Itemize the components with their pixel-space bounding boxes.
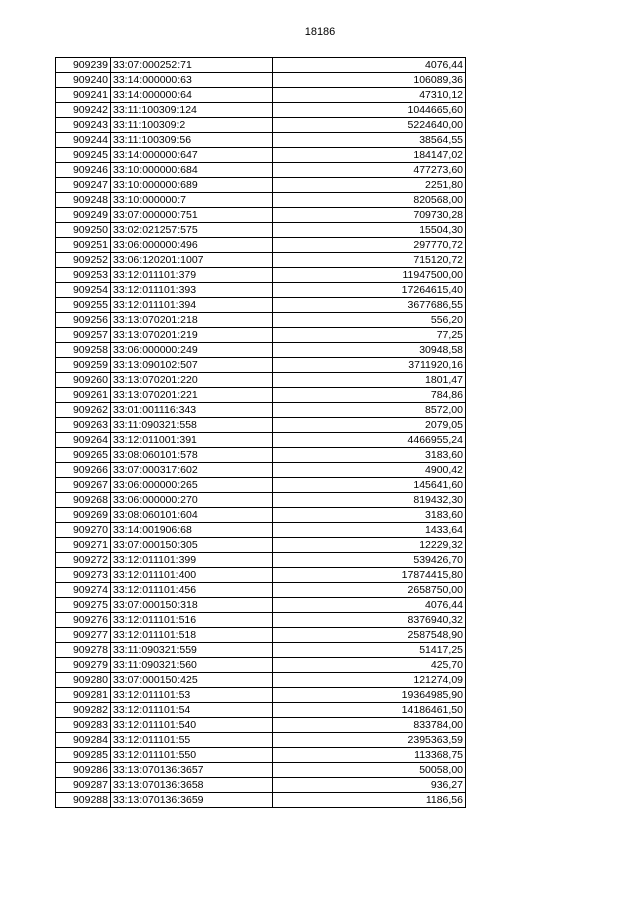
cadastral-number-cell: 33:12:011101:400 [111, 568, 273, 583]
record-id-cell: 909246 [56, 163, 111, 178]
value-cell: 47310,12 [273, 88, 466, 103]
record-id-cell: 909268 [56, 493, 111, 508]
table-row [56, 733, 466, 748]
table-row [56, 223, 466, 238]
value-cell: 3183,60 [273, 508, 466, 523]
table-row [56, 568, 466, 583]
record-id-cell: 909248 [56, 193, 111, 208]
value-cell: 17874415,80 [273, 568, 466, 583]
record-id-cell: 909263 [56, 418, 111, 433]
record-id-cell: 909279 [56, 658, 111, 673]
value-cell: 145641,60 [273, 478, 466, 493]
value-cell: 17264615,40 [273, 283, 466, 298]
cadastral-number-cell: 33:13:070201:218 [111, 313, 273, 328]
record-id-cell: 909244 [56, 133, 111, 148]
table-row [56, 103, 466, 118]
table-row [56, 493, 466, 508]
table-row [56, 688, 466, 703]
cadastral-number-cell: 33:12:011101:53 [111, 688, 273, 703]
cadastral-number-cell: 33:13:070136:3659 [111, 793, 273, 808]
table-row [56, 238, 466, 253]
table-row [56, 268, 466, 283]
record-id-cell: 909269 [56, 508, 111, 523]
cadastral-number-cell: 33:07:000000:751 [111, 208, 273, 223]
table-row [56, 673, 466, 688]
cadastral-number-cell: 33:12:011101:516 [111, 613, 273, 628]
cadastral-number-cell: 33:06:000000:265 [111, 478, 273, 493]
cadastral-number-cell: 33:12:011101:55 [111, 733, 273, 748]
table-row [56, 358, 466, 373]
cadastral-number-cell: 33:08:060101:604 [111, 508, 273, 523]
record-id-cell: 909266 [56, 463, 111, 478]
record-id-cell: 909242 [56, 103, 111, 118]
cadastral-number-cell: 33:10:000000:684 [111, 163, 273, 178]
record-id-cell: 909285 [56, 748, 111, 763]
table-row [56, 778, 466, 793]
record-id-cell: 909280 [56, 673, 111, 688]
value-cell: 1801,47 [273, 373, 466, 388]
cadastral-number-cell: 33:06:120201:1007 [111, 253, 273, 268]
record-id-cell: 909250 [56, 223, 111, 238]
cadastral-number-cell: 33:13:070201:221 [111, 388, 273, 403]
record-id-cell: 909276 [56, 613, 111, 628]
value-cell: 539426,70 [273, 553, 466, 568]
cadastral-number-cell: 33:11:090321:560 [111, 658, 273, 673]
record-id-cell: 909277 [56, 628, 111, 643]
table-row [56, 403, 466, 418]
table-row [56, 718, 466, 733]
record-id-cell: 909258 [56, 343, 111, 358]
cadastral-number-cell: 33:12:011101:54 [111, 703, 273, 718]
cadastral-number-cell: 33:12:011101:540 [111, 718, 273, 733]
value-cell: 8376940,32 [273, 613, 466, 628]
value-cell: 2658750,00 [273, 583, 466, 598]
cadastral-number-cell: 33:12:011101:399 [111, 553, 273, 568]
record-id-cell: 909284 [56, 733, 111, 748]
cadastral-number-cell: 33:12:011001:391 [111, 433, 273, 448]
cadastral-number-cell: 33:14:001906:68 [111, 523, 273, 538]
record-id-cell: 909287 [56, 778, 111, 793]
record-id-cell: 909253 [56, 268, 111, 283]
value-cell: 784,86 [273, 388, 466, 403]
value-cell: 4076,44 [273, 58, 466, 73]
value-cell: 556,20 [273, 313, 466, 328]
record-id-cell: 909262 [56, 403, 111, 418]
record-id-cell: 909264 [56, 433, 111, 448]
table-row [56, 523, 466, 538]
cadastral-number-cell: 33:06:000000:249 [111, 343, 273, 358]
record-id-cell: 909255 [56, 298, 111, 313]
cadastral-number-cell: 33:06:000000:496 [111, 238, 273, 253]
value-cell: 184147,02 [273, 148, 466, 163]
value-cell: 477273,60 [273, 163, 466, 178]
value-cell: 121274,09 [273, 673, 466, 688]
value-cell: 2587548,90 [273, 628, 466, 643]
record-id-cell: 909282 [56, 703, 111, 718]
table-row [56, 448, 466, 463]
value-cell: 3183,60 [273, 448, 466, 463]
table-row [56, 313, 466, 328]
table-row [56, 703, 466, 718]
table-row [56, 133, 466, 148]
table-row [56, 553, 466, 568]
table-row [56, 793, 466, 808]
value-cell: 425,70 [273, 658, 466, 673]
value-cell: 3677686,55 [273, 298, 466, 313]
value-cell: 113368,75 [273, 748, 466, 763]
record-id-cell: 909288 [56, 793, 111, 808]
value-cell: 833784,00 [273, 718, 466, 733]
cadastral-number-cell: 33:07:000252:71 [111, 58, 273, 73]
cadastral-number-cell: 33:14:000000:63 [111, 73, 273, 88]
value-cell: 297770,72 [273, 238, 466, 253]
registry-table [55, 57, 466, 808]
record-id-cell: 909283 [56, 718, 111, 733]
cadastral-number-cell: 33:11:090321:559 [111, 643, 273, 658]
table-row [56, 583, 466, 598]
cadastral-number-cell: 33:13:070201:219 [111, 328, 273, 343]
value-cell: 11947500,00 [273, 268, 466, 283]
record-id-cell: 909249 [56, 208, 111, 223]
table-row [56, 283, 466, 298]
table-row [56, 643, 466, 658]
record-id-cell: 909241 [56, 88, 111, 103]
cadastral-number-cell: 33:11:100309:124 [111, 103, 273, 118]
record-id-cell: 909274 [56, 583, 111, 598]
cadastral-number-cell: 33:14:000000:647 [111, 148, 273, 163]
table-row [56, 178, 466, 193]
cadastral-number-cell: 33:11:100309:56 [111, 133, 273, 148]
cadastral-number-cell: 33:12:011101:550 [111, 748, 273, 763]
value-cell: 2395363,59 [273, 733, 466, 748]
cadastral-number-cell: 33:11:100309:2 [111, 118, 273, 133]
value-cell: 820568,00 [273, 193, 466, 208]
registry-table-body [56, 58, 466, 808]
table-row [56, 343, 466, 358]
value-cell: 2251,80 [273, 178, 466, 193]
table-row [56, 73, 466, 88]
cadastral-number-cell: 33:02:021257:575 [111, 223, 273, 238]
cadastral-number-cell: 33:11:090321:558 [111, 418, 273, 433]
record-id-cell: 909278 [56, 643, 111, 658]
record-id-cell: 909286 [56, 763, 111, 778]
value-cell: 715120,72 [273, 253, 466, 268]
table-row [56, 118, 466, 133]
table-row [56, 58, 466, 73]
value-cell: 1186,56 [273, 793, 466, 808]
record-id-cell: 909267 [56, 478, 111, 493]
table-row [56, 193, 466, 208]
record-id-cell: 909247 [56, 178, 111, 193]
cadastral-number-cell: 33:07:000150:305 [111, 538, 273, 553]
record-id-cell: 909254 [56, 283, 111, 298]
record-id-cell: 909271 [56, 538, 111, 553]
cadastral-number-cell: 33:14:000000:64 [111, 88, 273, 103]
table-row [56, 373, 466, 388]
cadastral-number-cell: 33:07:000150:318 [111, 598, 273, 613]
table-row [56, 508, 466, 523]
table-row [56, 88, 466, 103]
record-id-cell: 909270 [56, 523, 111, 538]
record-id-cell: 909265 [56, 448, 111, 463]
cadastral-number-cell: 33:12:011101:393 [111, 283, 273, 298]
table-row [56, 658, 466, 673]
cadastral-number-cell: 33:10:000000:689 [111, 178, 273, 193]
cadastral-number-cell: 33:10:000000:7 [111, 193, 273, 208]
record-id-cell: 909259 [56, 358, 111, 373]
value-cell: 709730,28 [273, 208, 466, 223]
table-row [56, 478, 466, 493]
cadastral-number-cell: 33:12:011101:379 [111, 268, 273, 283]
value-cell: 30948,58 [273, 343, 466, 358]
table-row [56, 298, 466, 313]
table-row [56, 748, 466, 763]
table-row [56, 388, 466, 403]
value-cell: 1044665,60 [273, 103, 466, 118]
value-cell: 77,25 [273, 328, 466, 343]
record-id-cell: 909257 [56, 328, 111, 343]
table-row [56, 328, 466, 343]
cadastral-number-cell: 33:07:000317:602 [111, 463, 273, 478]
table-row [56, 253, 466, 268]
table-row [56, 163, 466, 178]
cadastral-number-cell: 33:12:011101:456 [111, 583, 273, 598]
value-cell: 19364985,90 [273, 688, 466, 703]
cadastral-number-cell: 33:13:070136:3658 [111, 778, 273, 793]
record-id-cell: 909273 [56, 568, 111, 583]
cadastral-number-cell: 33:12:011101:394 [111, 298, 273, 313]
cadastral-number-cell: 33:13:070136:3657 [111, 763, 273, 778]
value-cell: 819432,30 [273, 493, 466, 508]
cadastral-number-cell: 33:07:000150:425 [111, 673, 273, 688]
record-id-cell: 909252 [56, 253, 111, 268]
record-id-cell: 909272 [56, 553, 111, 568]
value-cell: 4076,44 [273, 598, 466, 613]
value-cell: 2079,05 [273, 418, 466, 433]
record-id-cell: 909256 [56, 313, 111, 328]
table-row [56, 148, 466, 163]
table-row [56, 763, 466, 778]
table-row [56, 463, 466, 478]
cadastral-number-cell: 33:12:011101:518 [111, 628, 273, 643]
record-id-cell: 909260 [56, 373, 111, 388]
record-id-cell: 909261 [56, 388, 111, 403]
value-cell: 51417,25 [273, 643, 466, 658]
table-row [56, 418, 466, 433]
cadastral-number-cell: 33:01:001116:343 [111, 403, 273, 418]
value-cell: 12229,32 [273, 538, 466, 553]
record-id-cell: 909240 [56, 73, 111, 88]
value-cell: 106089,36 [273, 73, 466, 88]
value-cell: 14186461,50 [273, 703, 466, 718]
value-cell: 5224640,00 [273, 118, 466, 133]
value-cell: 4466955,24 [273, 433, 466, 448]
value-cell: 936,27 [273, 778, 466, 793]
record-id-cell: 909245 [56, 148, 111, 163]
record-id-cell: 909251 [56, 238, 111, 253]
table-row [56, 433, 466, 448]
value-cell: 38564,55 [273, 133, 466, 148]
table-row [56, 613, 466, 628]
value-cell: 4900,42 [273, 463, 466, 478]
table-row [56, 208, 466, 223]
cadastral-number-cell: 33:08:060101:578 [111, 448, 273, 463]
record-id-cell: 909281 [56, 688, 111, 703]
table-row [56, 538, 466, 553]
cadastral-number-cell: 33:06:000000:270 [111, 493, 273, 508]
cadastral-number-cell: 33:13:070201:220 [111, 373, 273, 388]
record-id-cell: 909239 [56, 58, 111, 73]
record-id-cell: 909275 [56, 598, 111, 613]
value-cell: 50058,00 [273, 763, 466, 778]
value-cell: 8572,00 [273, 403, 466, 418]
record-id-cell: 909243 [56, 118, 111, 133]
cadastral-number-cell: 33:13:090102:507 [111, 358, 273, 373]
table-row [56, 598, 466, 613]
page-number: 18186 [304, 26, 336, 38]
value-cell: 3711920,16 [273, 358, 466, 373]
value-cell: 1433,64 [273, 523, 466, 538]
table-row [56, 628, 466, 643]
value-cell: 15504,30 [273, 223, 466, 238]
